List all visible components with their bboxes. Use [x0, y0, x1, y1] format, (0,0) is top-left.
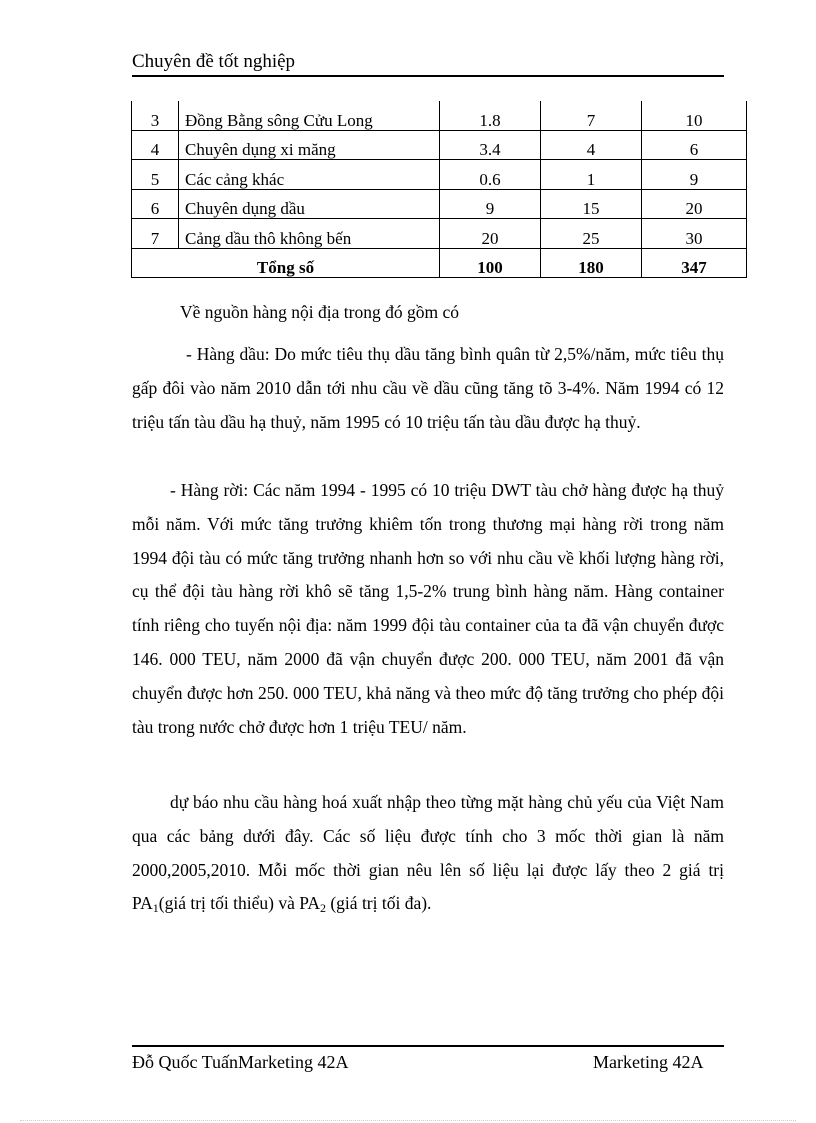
row-value-1: 20 [440, 219, 541, 249]
pa2-subscript: 2 [319, 901, 326, 916]
row-number: 5 [132, 160, 179, 190]
total-label: Tổng số [132, 248, 440, 277]
page-bottom-edge [20, 1120, 796, 1121]
forecast-main-text: dự báo nhu cầu hàng hoá xuất nhập theo từng mặt hàng chủ yếu của Việt Nam qua các bảng dưới đây. Các số liệu được tính cho 3 mốc thời gian là năm 2000,2005,2010. Mỗi mốc thời gian nêu lên số liệu lại được lấy theo 2 giá trị [132, 792, 724, 880]
table-row [132, 160, 747, 190]
row-number: 7 [132, 219, 179, 249]
row-value-1: 0.6 [440, 160, 541, 190]
footer-author: Đỗ Quốc TuấnMarketing 42A [132, 1052, 349, 1072]
row-value-2: 4 [541, 130, 642, 160]
row-value-3: 20 [642, 189, 747, 219]
paragraph-intro [132, 296, 724, 330]
paragraph-oil-cargo-text: - Hàng dầu: Do mức tiêu thụ dầu tăng bình quân từ 2,5%/năm, mức tiêu thụ gấp đôi vào năm 2010 dẫn tới nhu cầu về dầu cũng tăng tõ 3-4%. Năm 1994 có 12 triệu tấn tàu dầu hạ thuỷ, năm 1995 có 10 triệu tấn tàu dầu được hạ thuỷ. [132, 344, 724, 432]
row-name: Cảng dầu thô không bến [179, 219, 440, 249]
row-value-1: 3.4 [440, 130, 541, 160]
row-value-2: 15 [541, 189, 642, 219]
footer-rule [132, 1045, 724, 1047]
header-rule [132, 75, 724, 77]
page-header-title: Chuyên đề tốt nghiệp [132, 51, 296, 72]
row-value-3: 10 [642, 101, 747, 130]
forecast-mid-text: (giá trị tối thiểu) và [158, 893, 300, 914]
row-name: Đồng Bằng sông Cửu Long [179, 101, 440, 130]
total-value-2: 180 [541, 248, 642, 277]
footer-class: Marketing 42A [593, 1052, 704, 1072]
row-value-2: 25 [541, 219, 642, 249]
statistics-table [131, 101, 747, 278]
pa2-label: PA [299, 893, 320, 914]
paragraph-forecast-text [132, 786, 724, 921]
row-name: Chuyên dụng dầu [179, 189, 440, 219]
paragraph-intro-text: Về nguồn hàng nội địa trong đó gồm có [180, 302, 459, 322]
paragraph-bulk-cargo [132, 474, 724, 744]
row-value-1: 9 [440, 189, 541, 219]
row-value-3: 6 [642, 130, 747, 160]
row-value-2: 7 [541, 101, 642, 130]
paragraph-forecast [132, 786, 724, 921]
row-number: 4 [132, 130, 179, 160]
paragraph-oil-cargo [132, 338, 724, 439]
forecast-end-text: (giá trị tối đa). [325, 893, 432, 914]
paragraph-bulk-cargo-text: - Hàng rời: Các năm 1994 - 1995 có 10 triệu DWT tàu chở hàng được hạ thuỷ mỗi năm. Với mức tăng trưởng khiêm tốn trong thương mại hàng rời trong năm 1994 đội tàu có mức tăng trưởng nhanh hơn so với nhu cầu về khối lượng hàng rời, cụ thể đội tàu hàng rời khô sẽ tăng 1,5-2% trung bình hàng năm. Hàng container tính riêng cho tuyến nội địa: năm 1999 đội tàu container của ta đã vận chuyển được 146. 000 TEU, năm 2000 đã vận chuyển được 200. 000 TEU, năm 2001 đã vận chuyển được hơn 250. 000 TEU, khả năng và theo mức độ tăng trưởng cho phép đội tàu trong nước chở được hơn 1 triệu TEU/ năm. [132, 480, 724, 737]
row-value-1: 1.8 [440, 101, 541, 130]
row-name: Các cảng khác [179, 160, 440, 190]
table-row [132, 101, 747, 130]
row-value-2: 1 [541, 160, 642, 190]
row-number: 3 [132, 101, 179, 130]
table-row [132, 130, 747, 160]
table-total-row [132, 248, 747, 277]
row-value-3: 30 [642, 219, 747, 249]
row-number: 6 [132, 189, 179, 219]
table-row [132, 219, 747, 249]
total-value-1: 100 [440, 248, 541, 277]
row-value-3: 9 [642, 160, 747, 190]
pa1-subscript: 1 [152, 901, 159, 916]
row-name: Chuyên dụng xi măng [179, 130, 440, 160]
table-row [132, 189, 747, 219]
total-value-3: 347 [642, 248, 747, 277]
pa1-label: PA [132, 893, 153, 914]
